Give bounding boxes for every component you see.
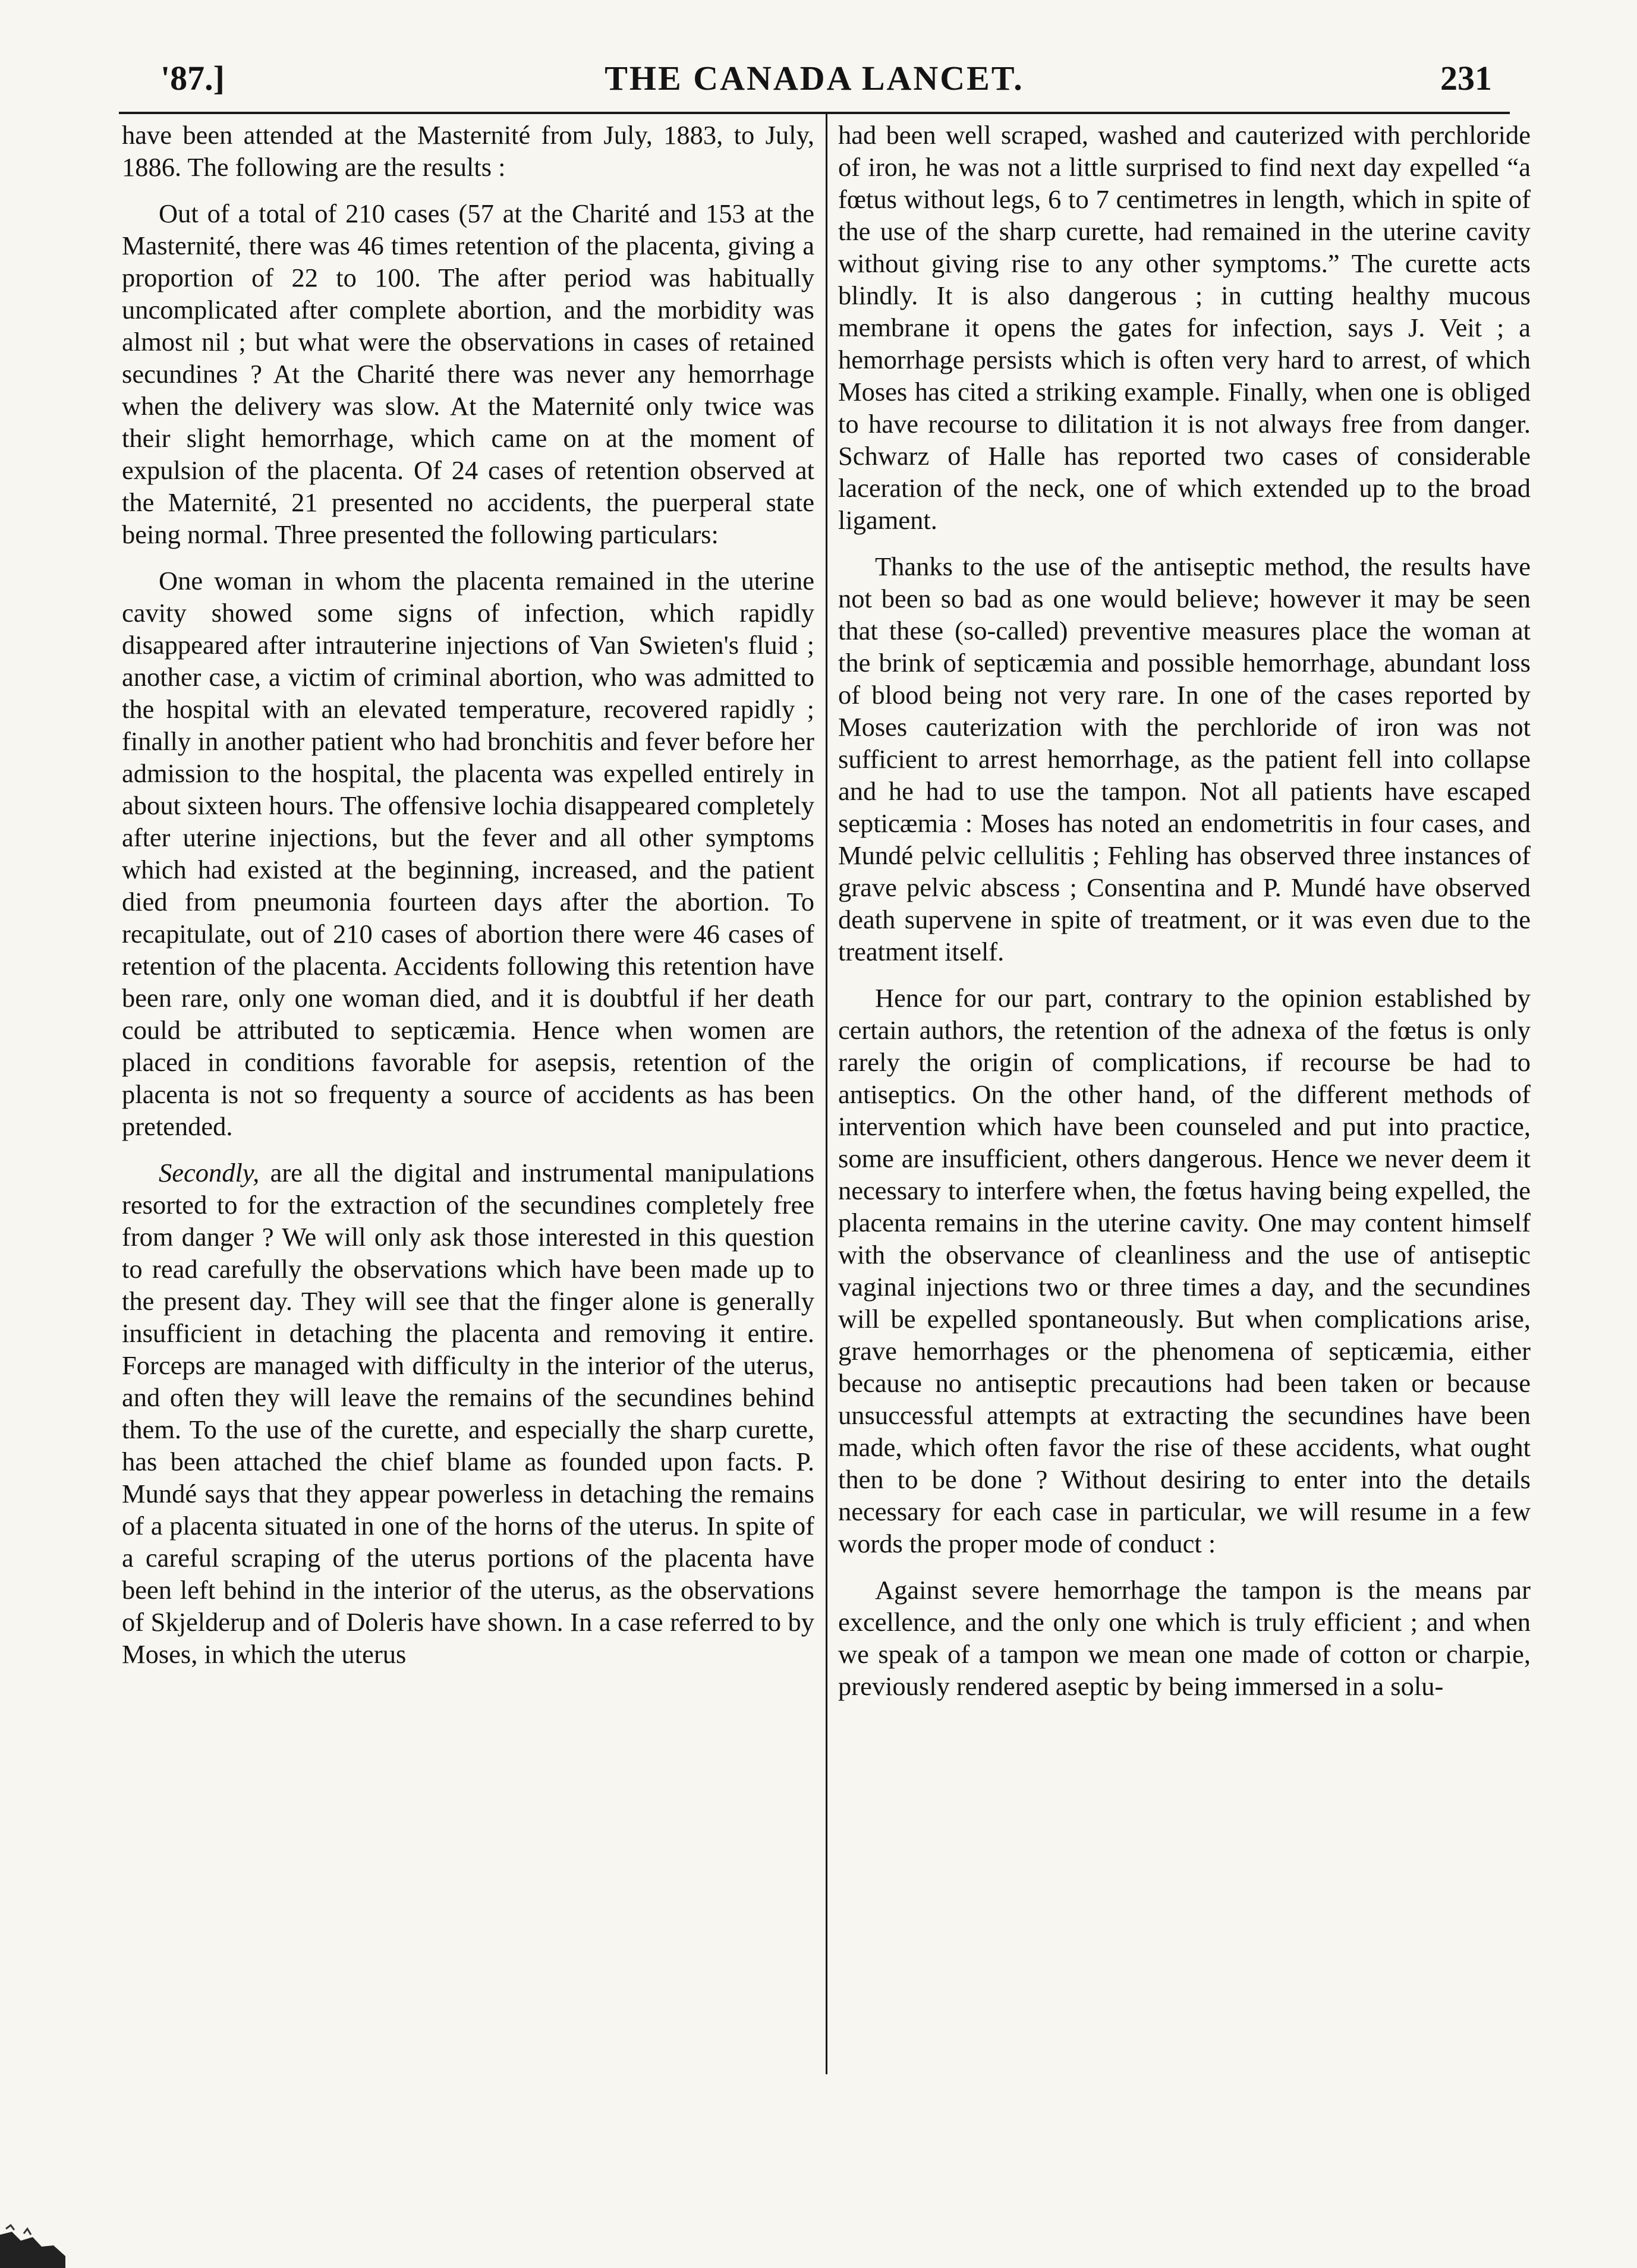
right-column: [838, 119, 1531, 1716]
page-number: 231: [1440, 59, 1492, 97]
header-year: '87.]: [160, 59, 225, 97]
paragraph: had been well scraped, washed and cauterized with perchloride of iron, he was not a little surprised to find next day expelled “a fœtus without legs, 6 to 7 centimetres in length, which in spite of the use of the sharp curette, had remained in the uterine cavity without giving rise to any other symptoms.” The curette acts blindly. It is also dangerous ; in cutting healthy mucous membrane it opens the gates for infection, says J. Veit ; a hemorrhage persists which is often very hard to arrest, of which Moses has cited a striking example. Finally, when one is obliged to have recourse to dilitation it is not always free from danger. Schwarz of Halle has reported two cases of considerable laceration of the neck, one of which extended up to the broad ligament.: [838, 120, 1531, 535]
journal-title: THE CANADA LANCET.: [605, 59, 1024, 97]
left-column: [122, 119, 814, 1684]
paragraph: Against severe hemorrhage the tampon is the means par excellence, and the only one which is truly efficient ; and when we speak of a tampon we mean one made of cotton or charpie, previously rendered aseptic by being immersed in a solu-: [838, 1575, 1531, 1701]
paragraph: [122, 1157, 814, 1670]
column-divider: [826, 113, 827, 2074]
paragraph: Out of a total of 210 cases (57 at the Charité and 153 at the Masternité, there was 46 times retention of the placenta, giving a proportion of 22 to 100. The after period was habitually uncomplicated after complete abortion, and the morbidity was almost nil ; but what were the observations in cases of retained secundines ? At the Charité there was never any hemorrhage when the delivery was slow. At the Maternité only twice was their slight hemorrhage, which came on at the moment of expulsion of the placenta. Of 24 cases of retention observed at the Maternité, 21 presented no accidents, the puerperal state being normal. Three presented the following particulars:: [122, 199, 814, 549]
paragraph: One woman in whom the placenta remained in the uterine cavity showed some signs of infection, which rapidly disappeared after intrauterine injections of Van Swieten's fluid ; another case, a victim of criminal abortion, who was admitted to the hospital with an elevated temperature, recovered rapidly ; finally in another patient who had bronchitis and fever before her admission to the hospital, the placenta was expelled entirely in about sixteen hours. The offensive lochia disappeared completely after uterine injections, but the fever and all other symptoms which had existed at the beginning, increased, and the patient died from pneumonia fourteen days after the abortion. To recapitulate, out of 210 cases of abortion there were 46 cases of retention of the placenta. Accidents following this retention have been rare, only one woman died, and it is doubtful if her death could be attributed to septicæmia. Hence when women are placed in conditions favorable for asepsis, retention of the placenta is not so frequenty a source of accidents as has been pretended.: [122, 566, 814, 1141]
header-rule: [119, 112, 1510, 114]
paragraph-text: are all the digital and instrumental manipulations resorted to for the extraction of the secundines completely free from danger ? We will only ask those interested in this question to read carefully the observations which have been made up to the present day. They will see that the finger alone is generally insufficient in detaching the placenta and removing it entire. Forceps are managed with difficulty in the interior of the uterus, and often they will leave the remains of the secundines behind them. To the use of the curette, and especially the sharp curette, has been attached the chief blame as founded upon facts. P. Mundé says that they appear powerless in detaching the remains of a placenta situated in one of the horns of the uterus. In spite of a careful scraping of the uterus portions of the placenta have been left behind in the interior of the uterus, as the observations of Skjelderup and of Doleris have shown. In a case referred to by Moses, in which the uterus: [122, 1158, 815, 1669]
running-header: [119, 55, 1510, 108]
italic-lead-word: Secondly,: [159, 1158, 260, 1187]
paragraph: Hence for our part, contrary to the opinion established by certain authors, the retention of the adnexa of the fœtus is only rarely the origin of complications, if recourse be had to antiseptics. On the other hand, of the different methods of intervention which have been counseled and put into practice, some are insufficient, others dangerous. Hence we never deem it necessary to interfere when, the fœtus having being expelled, the placenta remains in the uterine cavity. One may content himself with the observance of cleanliness and the use of antiseptic vaginal injections two or three times a day, and the secundines will be expelled spontaneously. But when complications arise, grave hemorrhages or the phenomena of septicæmia, either because no antiseptic precautions had been taken or because unsuccessful attempts at extracting the secundines have been made, which often favor the rise of these accidents, what ought then to be done ? Without desiring to enter into the details necessary for each case in particular, we will resume in a few words the proper mode of conduct :: [838, 983, 1531, 1558]
ink-smudge: [0, 2199, 65, 2268]
paragraph: Thanks to the use of the antiseptic method, the results have not been so bad as one would believe; however it may be seen that these (so-called) preventive measures place the woman at the brink of septicæmia and possible hemorrhage, abundant loss of blood being not very rare. In one of the cases reported by Moses cauterization with the perchloride of iron was not sufficient to arrest hemorrhage, as the patient fell into collapse and he had to use the tampon. Not all patients have escaped septicæmia : Moses has noted an endometritis in four cases, and Mundé pelvic cellulitis ; Fehling has observed three instances of grave pelvic abscess ; Consentina and P. Mundé have observed death supervene in spite of treatment, or it was even due to the treatment itself.: [838, 552, 1531, 966]
paragraph: have been attended at the Masternité from July, 1883, to July, 1886. The following are the results :: [122, 120, 814, 182]
